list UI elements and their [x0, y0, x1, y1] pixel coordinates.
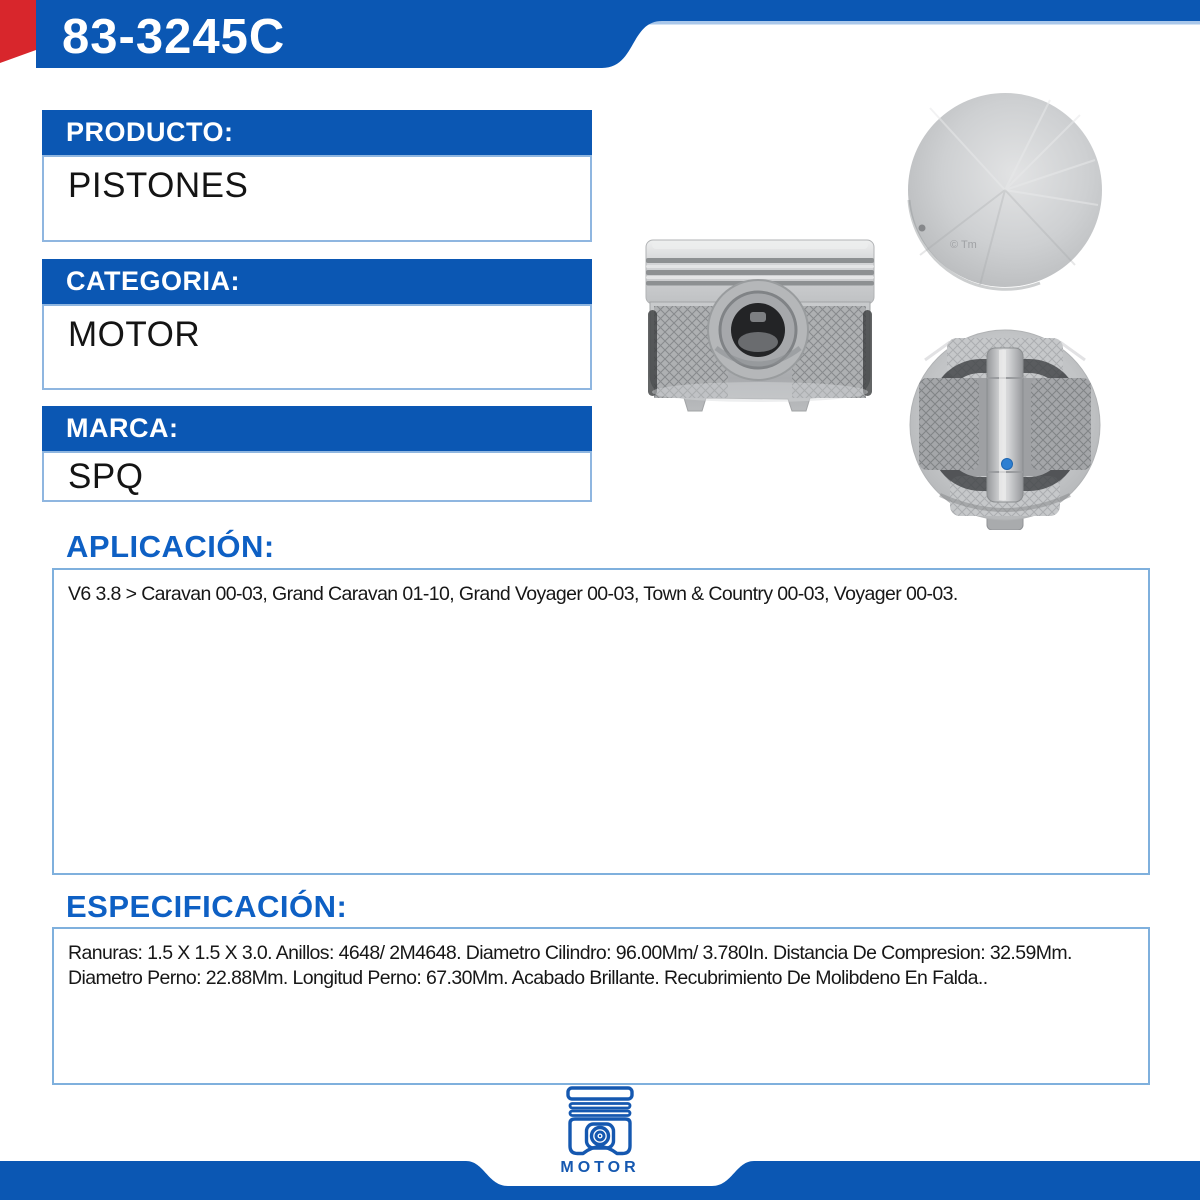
- producto-value: PISTONES: [68, 166, 249, 205]
- categoria-label: CATEGORIA:: [66, 266, 240, 296]
- photo-piston-top-view: [908, 93, 1102, 289]
- categoria-label-bar: [42, 259, 592, 304]
- producto-label: PRODUCTO:: [66, 117, 234, 147]
- part-number-title: 83-3245C: [62, 10, 286, 64]
- crown-stamp-text: © Tm: [950, 239, 977, 251]
- piston-icon: [553, 1086, 647, 1164]
- footer-category-label: MOTOR: [560, 1159, 640, 1176]
- aplicacion-box: [52, 568, 1150, 875]
- producto-value-box: [42, 155, 592, 242]
- marca-value-box: [42, 451, 592, 502]
- marca-value: SPQ: [68, 457, 144, 496]
- blue-paint-dot: [1002, 459, 1013, 470]
- product-photos: [620, 80, 1180, 530]
- red-ribbon-accent: [0, 0, 36, 63]
- categoria-value: MOTOR: [68, 315, 201, 354]
- photo-piston-side-view: [646, 240, 874, 411]
- especificacion-heading: ESPECIFICACIÓN:: [66, 889, 348, 924]
- categoria-value-box: [42, 304, 592, 390]
- especificacion-text: Ranuras: 1.5 X 1.5 X 3.0. Anillos: 4648/ 2M4648. Diametro Cilindro: 96.00Mm/ 3.780In. Distancia De Compresion: 32.59Mm. Diametro Perno: 22.88Mm. Longitud Perno: 67.30Mm. Acabado Brillante. Recubrimiento De Molibdeno En Falda..: [68, 942, 1072, 989]
- marca-label: MARCA:: [66, 413, 179, 443]
- aplicacion-heading: APLICACIÓN:: [66, 529, 275, 564]
- photo-piston-bottom-view: [910, 330, 1100, 530]
- marca-label-bar: [42, 406, 592, 451]
- header-underline: [648, 21, 1200, 25]
- producto-label-bar: [42, 110, 592, 155]
- especificacion-box: [52, 927, 1150, 1085]
- aplicacion-text: V6 3.8 > Caravan 00-03, Grand Caravan 01-10, Grand Voyager 00-03, Town & Country 00-03, Voyager 00-03.: [68, 583, 958, 605]
- crown-pin-mark: [919, 225, 926, 232]
